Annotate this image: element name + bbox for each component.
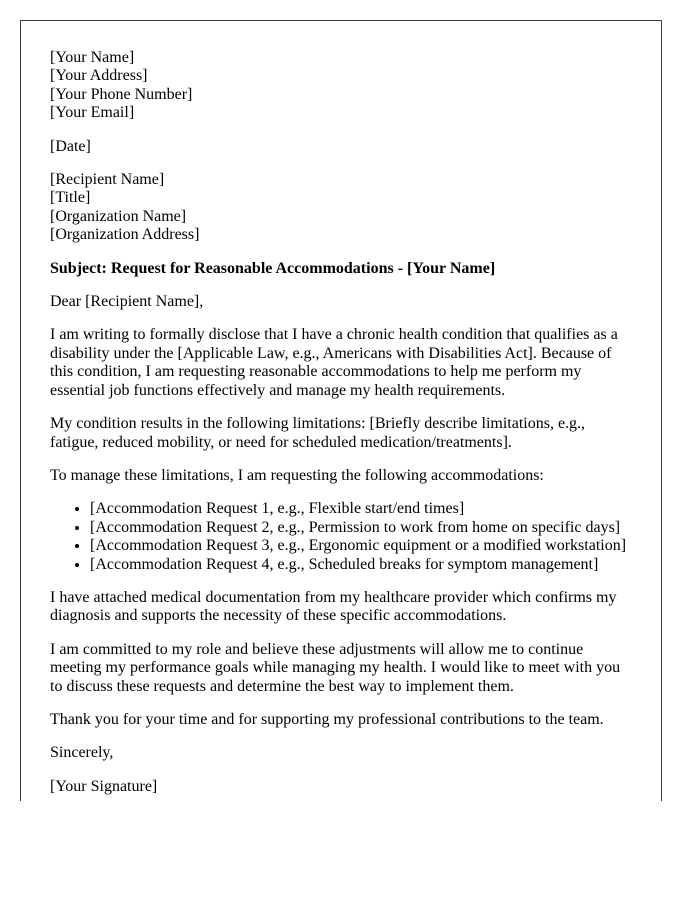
paragraph-thanks: Thank you for your time and for supporting my professional contributions to the team.: [50, 710, 604, 728]
recipient-title-line: [Title]: [50, 189, 91, 207]
recipient-name-line: [Recipient Name]: [50, 171, 165, 189]
salutation: Dear [Recipient Name],: [50, 293, 204, 311]
paragraph-intro: I am writing to formally disclose that I have a chronic health condition that qualifies as a disability under the [Applicable Law, e.g., Americans with Disabilities Act]. Because of this condition, I am requesting reasonable accommodations to help me perform my essential job functions effectively and manage my health requirements.: [50, 326, 618, 399]
recipient-block: [50, 171, 632, 245]
accommodation-item-2: • [Accommodation Request 2, e.g., Permission to work from home on specific days]: [90, 519, 632, 537]
sender-address-line: [Your Address]: [50, 67, 148, 85]
closing-line: Sincerely,: [50, 744, 114, 762]
signature-line: [Your Signature]: [50, 777, 158, 795]
date-line: [Date]: [50, 137, 91, 155]
sender-block: [50, 49, 632, 123]
accommodation-item-4: • [Accommodation Request 4, e.g., Scheduled breaks for symptom management]: [90, 556, 632, 574]
sender-email-line: [Your Email]: [50, 104, 135, 122]
paragraph-limitations: My condition results in the following limitations: [Briefly describe limitations, e.g., fatigue, reduced mobility, or need for scheduled medication/treatments].: [50, 415, 586, 451]
subject-line: Subject: Request for Reasonable Accommodations - [Your Name]: [50, 259, 496, 277]
sender-phone-line: [Your Phone Number]: [50, 85, 193, 103]
accommodation-item-3: • [Accommodation Request 3, e.g., Ergonomic equipment or a modified workstation]: [90, 537, 632, 555]
sender-name-line: [Your Name]: [50, 49, 135, 66]
organization-address-line: [Organization Address]: [50, 226, 200, 244]
paragraph-commitment: I am committed to my role and believe these adjustments will allow me to continue meeting my performance goals while managing my health. I would like to meet with you to discuss these requests and determine the best way to implement them.: [50, 640, 621, 695]
paragraph-documentation: I have attached medical documentation from my healthcare provider which confirms my diagnosis and supports the necessity of these specific accommodations.: [50, 588, 617, 625]
accommodation-list: [50, 500, 632, 574]
paragraph-request-intro: To manage these limitations, I am requesting the following accommodations:: [50, 466, 544, 484]
letter-page: [20, 20, 662, 801]
accommodation-item-1: • [Accommodation Request 1, e.g., Flexible start/end times]: [90, 500, 632, 518]
organization-name-line: [Organization Name]: [50, 207, 187, 225]
